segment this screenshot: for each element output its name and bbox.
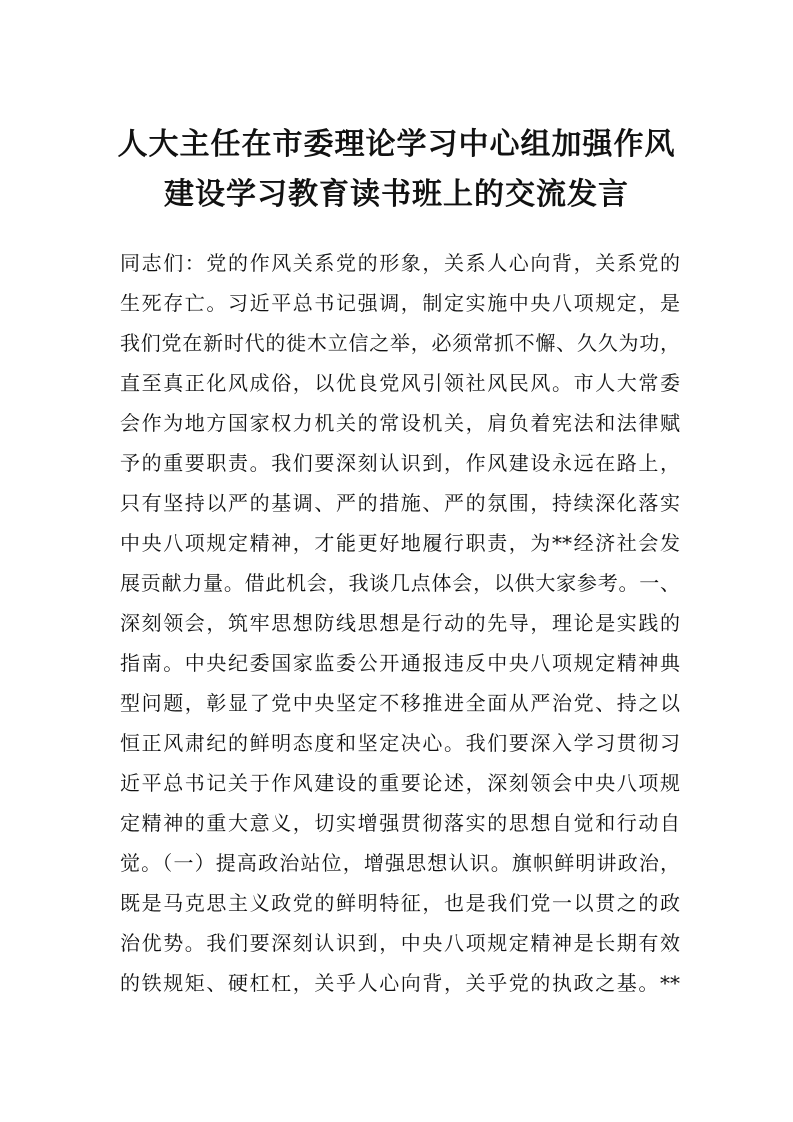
body-line-14: 近平总书记关于作风建设的重要论述，深刻领会中央八项规 [120, 771, 680, 795]
document-title [100, 120, 693, 220]
title-line-2: 建设学习教育读书班上的交流发言 [164, 177, 629, 212]
body-line-17: 既是马克思主义政党的鲜明特征，也是我们党一以贯之的政 [120, 891, 680, 915]
body-line-3: 我们党在新时代的徙木立信之举，必须常抓不懈、久久为功， [120, 331, 680, 355]
body-line-4: 直至真正化风成俗，以优良党风引领社风民风。市人大常委 [120, 371, 680, 395]
body-line-5: 会作为地方国家权力机关的常设机关，肩负着宪法和法律赋 [120, 411, 680, 435]
body-line-9: 展贡献力量。借此机会，我谈几点体会，以供大家参考。一、 [120, 571, 680, 595]
body-line-8: 中央八项规定精神，才能更好地履行职责，为**经济社会发 [120, 531, 680, 555]
body-line-1: 同志们：党的作风关系党的形象，关系人心向背，关系党的 [120, 251, 680, 275]
body-line-19: 的铁规矩、硬杠杠，关乎人心向背，关乎党的执政之基。** [120, 971, 680, 995]
body-line-11: 指南。中央纪委国家监委公开通报违反中央八项规定精神典 [120, 651, 680, 675]
body-line-15: 定精神的重大意义，切实增强贯彻落实的思想自觉和行动自 [120, 811, 680, 835]
body-line-18: 治优势。我们要深刻认识到，中央八项规定精神是长期有效 [120, 931, 680, 955]
body-line-2: 生死存亡。习近平总书记强调，制定实施中央八项规定，是 [120, 291, 680, 315]
body-line-7: 只有坚持以严的基调、严的措施、严的氛围，持续深化落实 [120, 491, 680, 515]
title-line-1: 人大主任在市委理论学习中心组加强作风 [117, 127, 676, 162]
body-line-13: 恒正风肃纪的鲜明态度和坚定决心。我们要深入学习贯彻习 [120, 731, 680, 755]
body-text [120, 243, 680, 1003]
body-line-12: 型问题，彰显了党中央坚定不移推进全面从严治党、持之以 [120, 691, 680, 715]
body-line-16: 觉。（一）提高政治站位，增强思想认识。旗帜鲜明讲政治， [120, 851, 680, 875]
body-line-10: 深刻领会，筑牢思想防线思想是行动的先导，理论是实践的 [120, 611, 680, 635]
body-line-6: 予的重要职责。我们要深刻认识到，作风建设永远在路上， [120, 451, 680, 475]
